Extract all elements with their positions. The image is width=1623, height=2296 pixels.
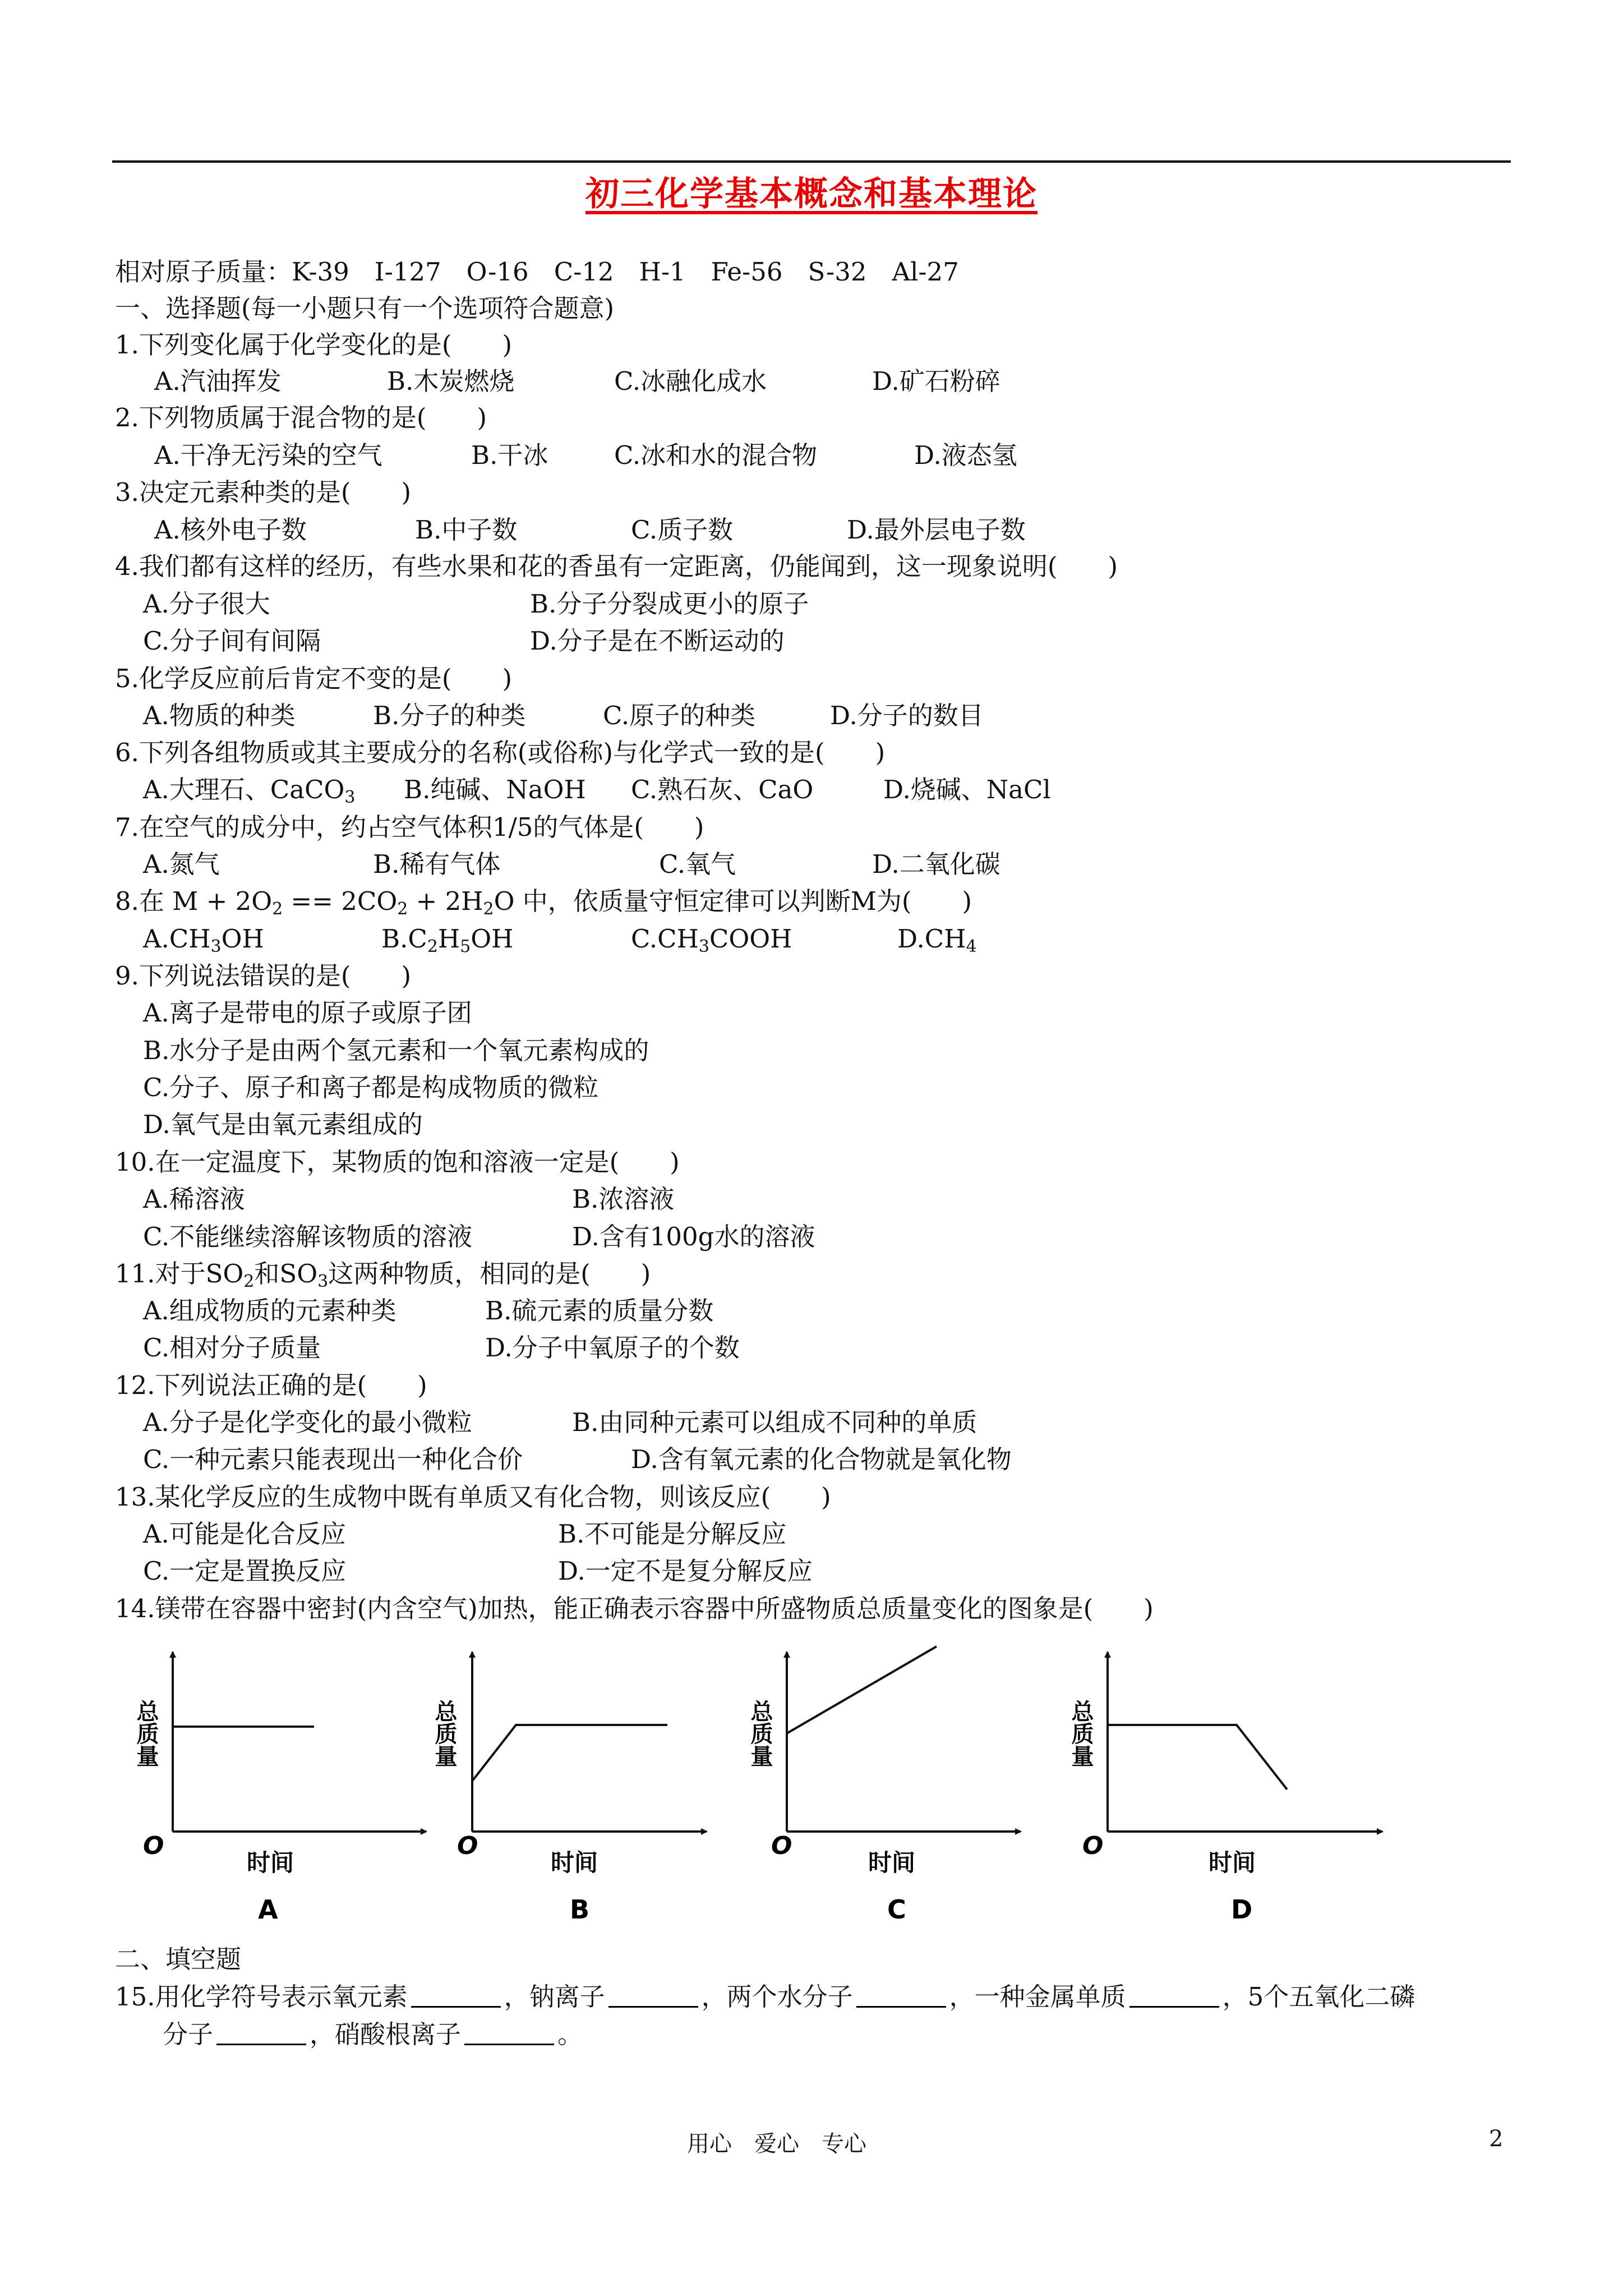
q3-option-c: C.质子数 <box>631 515 734 545</box>
q1-option-a: A.汽油挥发 <box>154 366 282 396</box>
q12-option-a: A.分子是化学变化的最小微粒 <box>143 1407 472 1437</box>
blank-sodium-ion[interactable] <box>608 1984 698 2008</box>
footer-motto: 用心 爱心 专心 <box>687 2131 866 2157</box>
blank-oxygen-element[interactable] <box>411 1984 501 2008</box>
graph-c-xlabel: 时间 <box>868 1849 916 1876</box>
q3-option-d: D.最外层电子数 <box>847 515 1026 545</box>
q11-option-a: A.组成物质的元素种类 <box>143 1296 396 1326</box>
q2-option-d: D.液态氢 <box>914 440 1017 470</box>
q11-option-c: C.相对分子质量 <box>143 1333 321 1363</box>
page-number: 2 <box>1489 2126 1504 2152</box>
q12-option-b: B.由同种元素可以组成不同种的单质 <box>572 1407 978 1437</box>
q13-option-a: A.可能是化合反应 <box>143 1519 346 1549</box>
graph-a-ylabel: 总质量 <box>133 1700 159 1767</box>
blank-p2o5-molecules[interactable] <box>216 2021 306 2045</box>
graph-d-xlabel: 时间 <box>1209 1849 1256 1876</box>
graph-a-xlabel: 时间 <box>247 1849 294 1876</box>
q2-option-c: C.冰和水的混合物 <box>614 440 818 470</box>
q6-option-b: B.纯碱、NaOH <box>404 775 586 804</box>
q9-option-b: B.水分子是由两个氢元素和一个氧元素构成的 <box>143 1036 649 1065</box>
blank-nitrate-ion[interactable] <box>464 2021 554 2045</box>
q2-option-a: A.干净无污染的空气 <box>154 440 382 470</box>
q1-option-d: D.矿石粉碎 <box>872 366 1000 396</box>
q13-option-d: D.一定不是复分解反应 <box>558 1556 813 1586</box>
q9-option-d: D.氧气是由氧元素组成的 <box>143 1110 423 1139</box>
q10-option-c: C.不能继续溶解该物质的溶液 <box>143 1222 473 1251</box>
q11-option-b: B.硫元素的质量分数 <box>485 1296 714 1326</box>
q5-stem: 5.化学反应前后肯定不变的是( ) <box>115 664 513 693</box>
q9-stem: 9.下列说法错误的是( ) <box>115 961 412 991</box>
q2-stem: 2.下列物质属于混合物的是( ) <box>115 403 487 432</box>
q7-stem: 7.在空气的成分中，约占空气体积1/5的气体是( ) <box>115 812 704 842</box>
q7-option-b: B.稀有气体 <box>373 849 501 879</box>
graph-d-line <box>1108 1725 1287 1789</box>
q7-option-a: A.氮气 <box>143 849 220 879</box>
q11-stem: 11.对于$SO_2$和$SO_3$这两种物质，相同的是( ) <box>115 1259 651 1291</box>
page-title: 初三化学基本概念和基本理论 <box>585 174 1038 214</box>
graph-b-ylabel: 总质量 <box>431 1700 457 1767</box>
q10-option-b: B.浓溶液 <box>572 1184 675 1214</box>
graph-c-label: C <box>887 1894 906 1925</box>
graph-b-xlabel: 时间 <box>551 1849 598 1876</box>
q4-option-b: B.分子分裂成更小的原子 <box>530 589 809 619</box>
q6-option-a: A.大理石、CaCO$_3$ <box>143 775 356 807</box>
q7-option-d: D.二氧化碳 <box>872 849 1000 879</box>
q14-stem: 14.镁带在容器中密封(内含空气)加热，能正确表示容器中所盛物质总质量变化的图象是( ) <box>115 1594 1154 1623</box>
q3-option-a: A.核外电子数 <box>154 515 307 545</box>
q8-option-c: $C.CH_3COOH$ <box>631 924 792 956</box>
graph-d-origin: O <box>1082 1832 1104 1860</box>
q7-option-c: C.氧气 <box>659 849 736 879</box>
top-rule <box>112 160 1511 163</box>
q4-option-a: A.分子很大 <box>143 589 270 619</box>
q9-option-a: A.离子是带电的原子或原子团 <box>143 998 472 1028</box>
q5-option-c: C.原子的种类 <box>603 701 756 730</box>
atomic-masses: 相对原子质量：K-39 I-127 O-16 C-12 H-1 Fe-56 S-32 Al-27 <box>115 257 959 287</box>
graph-a <box>133 1652 426 1925</box>
q12-option-c: C.一种元素只能表现出一种化合价 <box>143 1444 523 1474</box>
q14-graphs <box>129 1638 1419 1930</box>
graph-b-line <box>472 1725 667 1781</box>
q10-stem: 10.在一定温度下，某物质的饱和溶液一定是( ) <box>115 1147 680 1177</box>
q8-option-a: $A.CH_3OH$ <box>143 924 264 956</box>
graph-c <box>747 1646 1021 1925</box>
q4-option-d: D.分子是在不断运动的 <box>530 626 785 656</box>
q8-option-d: $D.CH_4$ <box>897 924 977 956</box>
q12-option-d: D.含有氧元素的化合物就是氧化物 <box>631 1444 1012 1474</box>
q6-option-d: D.烧碱、NaCl <box>883 775 1051 804</box>
q2-option-b: B.干冰 <box>471 440 548 470</box>
section-choice-heading: 一、选择题(每一小题只有一个选项符合题意) <box>115 293 615 323</box>
q3-option-b: B.中子数 <box>415 515 518 545</box>
q1-option-b: B.木炭燃烧 <box>387 366 515 396</box>
q6-option-c: C.熟石灰、CaO <box>631 775 814 804</box>
q15-line1: 15.用化学符号表示氧元素 ，钠离子 ，两个水分子 ，一种金属单质 ，5个五氧化二磷 <box>115 1982 1415 2012</box>
graph-d-label: D <box>1231 1894 1253 1925</box>
q9-option-c: C.分子、原子和离子都是构成物质的微粒 <box>143 1073 599 1102</box>
graph-b <box>431 1652 707 1925</box>
q5-option-b: B.分子的种类 <box>373 701 526 730</box>
graph-c-line <box>787 1646 937 1733</box>
graph-b-label: B <box>570 1894 590 1925</box>
graph-d <box>1068 1652 1382 1925</box>
q5-option-a: A.物质的种类 <box>143 701 296 730</box>
q8-option-b: $B.C_2H_5OH$ <box>381 924 514 956</box>
graph-b-origin: O <box>457 1832 478 1860</box>
q13-option-c: C.一定是置换反应 <box>143 1556 347 1586</box>
q15-line2: 分子 ，硝酸根离子 。 <box>163 2019 583 2049</box>
q12-stem: 12.下列说法正确的是( ) <box>115 1370 427 1400</box>
graph-c-origin: O <box>771 1832 792 1860</box>
q3-stem: 3.决定元素种类的是( ) <box>115 477 412 507</box>
q13-stem: 13.某化学反应的生成物中既有单质又有化合物，则该反应( ) <box>115 1482 831 1512</box>
q1-stem: 1.下列变化属于化学变化的是( ) <box>115 330 513 360</box>
graph-a-origin: O <box>143 1832 164 1860</box>
q8-stem: 8.在 $M + 2O_2 == 2CO_2 + 2H_2O$ 中，依质量守恒定律可以判断M为( ) <box>115 886 972 919</box>
graph-a-label: A <box>258 1894 278 1925</box>
q6-stem: 6.下列各组物质或其主要成分的名称(或俗称)与化学式一致的是( ) <box>115 738 886 767</box>
q10-option-a: A.稀溶液 <box>143 1184 245 1214</box>
section-fill-heading: 二、填空题 <box>115 1944 242 1974</box>
q4-option-c: C.分子间有间隔 <box>143 626 321 656</box>
blank-metal-element[interactable] <box>1129 1984 1219 2008</box>
graph-d-ylabel: 总质量 <box>1068 1700 1094 1767</box>
q13-option-b: B.不可能是分解反应 <box>558 1519 787 1549</box>
q10-option-d: D.含有100g水的溶液 <box>572 1222 815 1251</box>
q1-option-c: C.冰融化成水 <box>614 366 767 396</box>
q5-option-d: D.分子的数目 <box>830 701 984 730</box>
graph-c-ylabel: 总质量 <box>747 1700 773 1767</box>
q4-stem: 4.我们都有这样的经历，有些水果和花的香虽有一定距离，仍能闻到，这一现象说明( ) <box>115 551 1118 581</box>
q11-option-d: D.分子中氧原子的个数 <box>485 1333 740 1363</box>
blank-two-water-molecules[interactable] <box>856 1984 946 2008</box>
